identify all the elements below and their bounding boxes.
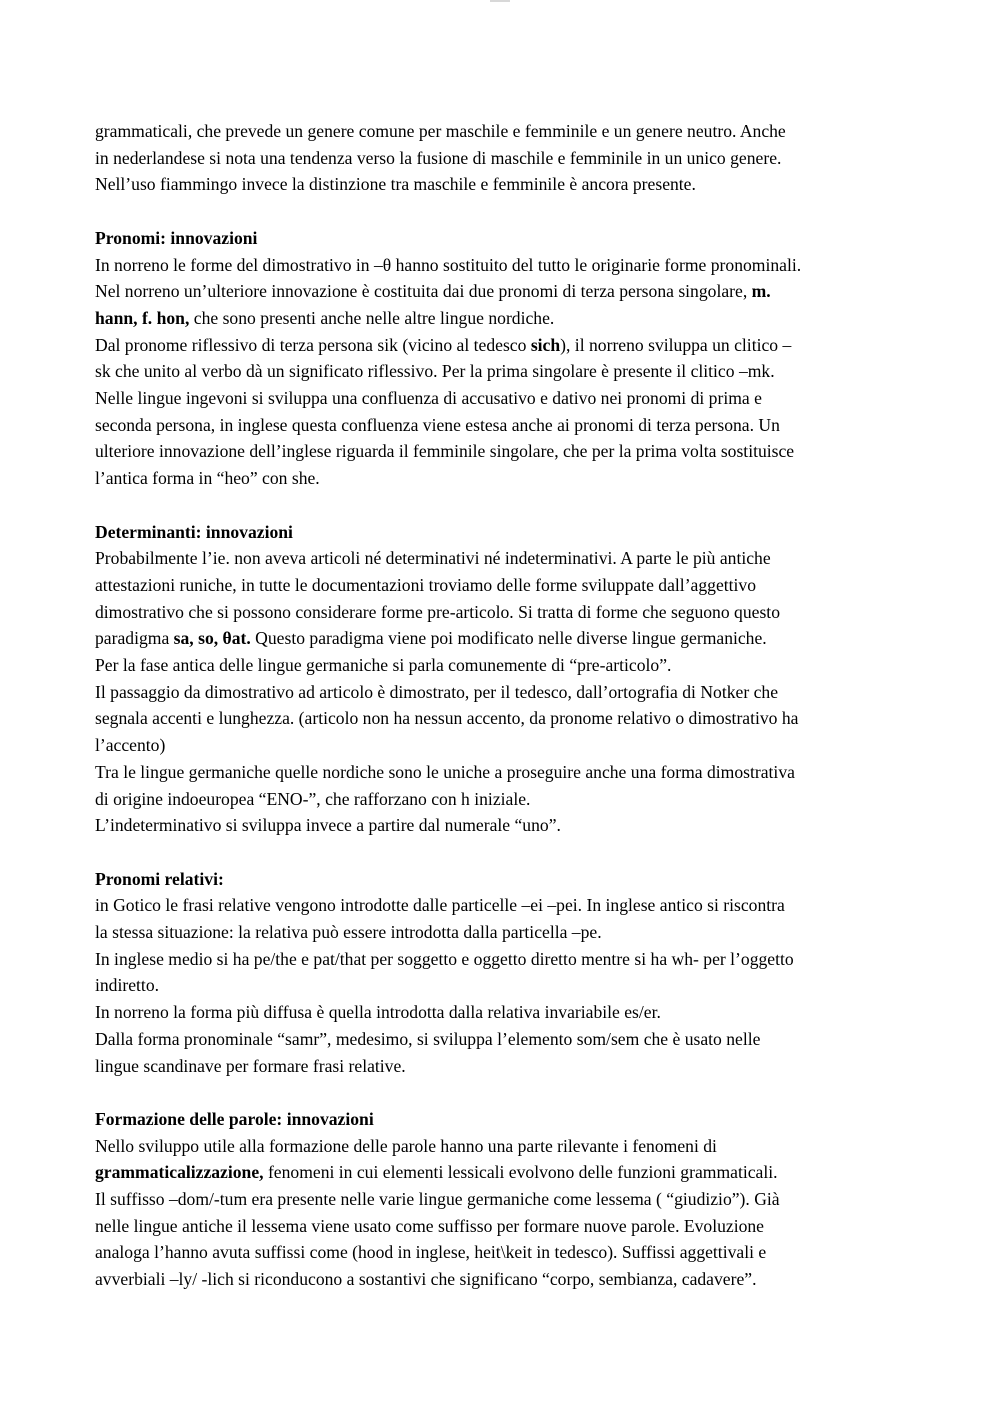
text-run: lingue scandinave per formare frasi relative.	[95, 1055, 406, 1076]
paragraph-line	[95, 705, 910, 732]
paragraph-line	[95, 278, 910, 305]
text-run: ulteriore innovazione dell’inglese riguarda il femminile singolare, che per la prima volta sostituisce	[95, 441, 795, 462]
paragraph-line	[95, 759, 910, 786]
text-run: analoga l’hanno avuta suffissi come (hood in inglese, heit\keit in tedesco). Suffissi aggettivali e	[95, 1242, 767, 1263]
bold-text-run: sa, so, θat.	[173, 628, 251, 649]
text-run: L’indeterminativo si sviluppa invece a partire dal numerale “uno”.	[95, 815, 561, 836]
bold-text-run: hann, f. hon,	[95, 307, 190, 328]
text-run: Nello sviluppo utile alla formazione delle parole hanno una parte rilevante i fenomeni di	[95, 1135, 717, 1156]
paragraph-line	[95, 999, 910, 1026]
paragraph-line	[95, 972, 910, 999]
paragraph-line	[95, 252, 910, 279]
paragraph-line	[95, 786, 910, 813]
document-body	[95, 118, 910, 1320]
paragraph-line	[95, 679, 910, 706]
paragraph-line	[95, 1266, 910, 1293]
paragraph-line	[95, 1133, 910, 1160]
text-run: dimostrativo che si possono considerare forme pre-articolo. Si tratta di forme che seguono questo	[95, 601, 780, 622]
paragraph-line	[95, 1213, 910, 1240]
section-heading: Pronomi: innovazioni	[95, 227, 258, 248]
text-run: indiretto.	[95, 975, 160, 996]
text-run: Nell’uso fiammingo invece la distinzione tra maschile e femminile è ancora presente.	[95, 174, 696, 195]
text-run: nelle lingue antiche il lessema viene usato come suffisso per formare nuove parole. Evoluzione	[95, 1215, 764, 1236]
paragraph-line	[95, 465, 910, 492]
paragraph-line	[95, 599, 910, 626]
bold-text-run: grammaticalizzazione,	[95, 1162, 264, 1183]
text-run: fenomeni in cui elementi lessicali evolvono delle funzioni grammaticali.	[263, 1162, 778, 1183]
paragraph-line	[95, 438, 910, 465]
text-run: avverbiali –ly/ -lich si riconducono a sostantivi che significano “corpo, sembianza, cadavere”.	[95, 1269, 757, 1290]
paragraph-line	[95, 652, 910, 679]
text-run: grammaticali, che prevede un genere comune per maschile e femminile e un genere neutro. Anche	[95, 121, 786, 141]
text-run: Per la fase antica delle lingue germaniche si parla comunemente di “pre-articolo”.	[95, 655, 672, 676]
paragraph-line	[95, 946, 910, 973]
paragraph-line	[95, 572, 910, 599]
text-run: l’antica forma in “heo” con she.	[95, 468, 320, 489]
bold-text-run: sich	[530, 334, 561, 355]
text-run: attestazioni runiche, in tutte le documentazioni troviamo delle forme sviluppate dall’aggettivo	[95, 574, 757, 595]
text-run: segnala accenti e lunghezza. (articolo non ha nessun accento, da pronome relativo o dimostrativo ha	[95, 708, 799, 729]
text-run: In norreno la forma più diffusa è quella introdotta dalla relativa invariabile es/er.	[95, 1002, 661, 1023]
paragraph-line	[95, 118, 910, 145]
paragraph-line	[95, 1159, 910, 1186]
paragraph-line	[95, 892, 910, 919]
paragraph-line	[95, 305, 910, 332]
text-run: Il suffisso –dom/-tum era presente nelle varie lingue germaniche come lessema ( “giudizio”). Già	[95, 1189, 780, 1210]
paragraph-line	[95, 358, 910, 385]
text-run: sk che unito al verbo dà un significato riflessivo. Per la prima singolare è presente il clitico –mk.	[95, 361, 775, 382]
text-run: ), il norreno sviluppa un clitico –	[560, 334, 792, 355]
text-run: di origine indoeuropea “ENO-”, che rafforzano con h iniziale.	[95, 788, 531, 809]
paragraph-line	[95, 1186, 910, 1213]
text-run: Dal pronome riflessivo di terza persona sik (vicino al tedesco	[95, 334, 531, 355]
text-run: paradigma	[95, 628, 174, 649]
text-run: Nelle lingue ingevoni si sviluppa una confluenza di accusativo e dativo nei pronomi di prima e	[95, 388, 762, 409]
paragraph-line	[95, 145, 910, 172]
text-run: seconda persona, in inglese questa confluenza viene estesa anche ai pronomi di terza persona. Un	[95, 414, 780, 435]
section-heading: Pronomi relativi:	[95, 868, 224, 889]
text-run: Probabilmente l’ie. non aveva articoli né determinativi né indeterminativi. A parte le più antiche	[95, 548, 771, 569]
text-run: la stessa situazione: la relativa può essere introdotta dalla particella –pe.	[95, 922, 602, 943]
section	[95, 866, 910, 1080]
text-run: Il passaggio da dimostrativo ad articolo è dimostrato, per il tedesco, dall’ortografia di Notker che	[95, 681, 779, 702]
text-run: in Gotico le frasi relative vengono introdotte dalle particelle –ei –pei. In inglese antico si riscontra	[95, 895, 785, 916]
paragraph-line	[95, 412, 910, 439]
paragraph-line	[95, 1239, 910, 1266]
section	[95, 519, 910, 839]
paragraph-line	[95, 332, 910, 359]
section	[95, 1106, 910, 1293]
section-heading: Determinanti: innovazioni	[95, 521, 293, 542]
text-run: in nederlandese si nota una tendenza verso la fusione di maschile e femminile in un unico genere.	[95, 147, 782, 168]
text-run: Questo paradigma viene poi modificato nelle diverse lingue germaniche.	[250, 628, 767, 649]
paragraph-line	[95, 919, 910, 946]
paragraph-line	[95, 545, 910, 572]
text-run: Nel norreno un’ulteriore innovazione è costituita dai due pronomi di terza persona singolare,	[95, 281, 752, 302]
text-run: In norreno le forme del dimostrativo in –θ hanno sostituito del tutto le originarie forme pronominali.	[95, 254, 802, 275]
paragraph-line	[95, 1026, 910, 1053]
header-mark	[490, 0, 510, 2]
text-run: Dalla forma pronominale “samr”, medesimo, si sviluppa l’elemento som/sem che è usato nelle	[95, 1028, 761, 1049]
paragraph-line	[95, 1053, 910, 1080]
text-run: l’accento)	[95, 735, 166, 756]
paragraph-line	[95, 625, 910, 652]
paragraph-line	[95, 732, 910, 759]
paragraph-line	[95, 385, 910, 412]
text-run: In inglese medio si ha pe/the e pat/that per soggetto e oggetto diretto mentre si ha wh- per l’oggetto	[95, 948, 794, 969]
section	[95, 118, 910, 198]
paragraph-line	[95, 171, 910, 198]
section	[95, 225, 910, 492]
section-heading: Formazione delle parole: innovazioni	[95, 1108, 374, 1129]
paragraph-line	[95, 812, 910, 839]
text-run: che sono presenti anche nelle altre lingue nordiche.	[189, 307, 555, 328]
text-run: Tra le lingue germaniche quelle nordiche sono le uniche a proseguire anche una forma dimostrativa	[95, 761, 795, 782]
bold-text-run: m.	[751, 281, 771, 302]
